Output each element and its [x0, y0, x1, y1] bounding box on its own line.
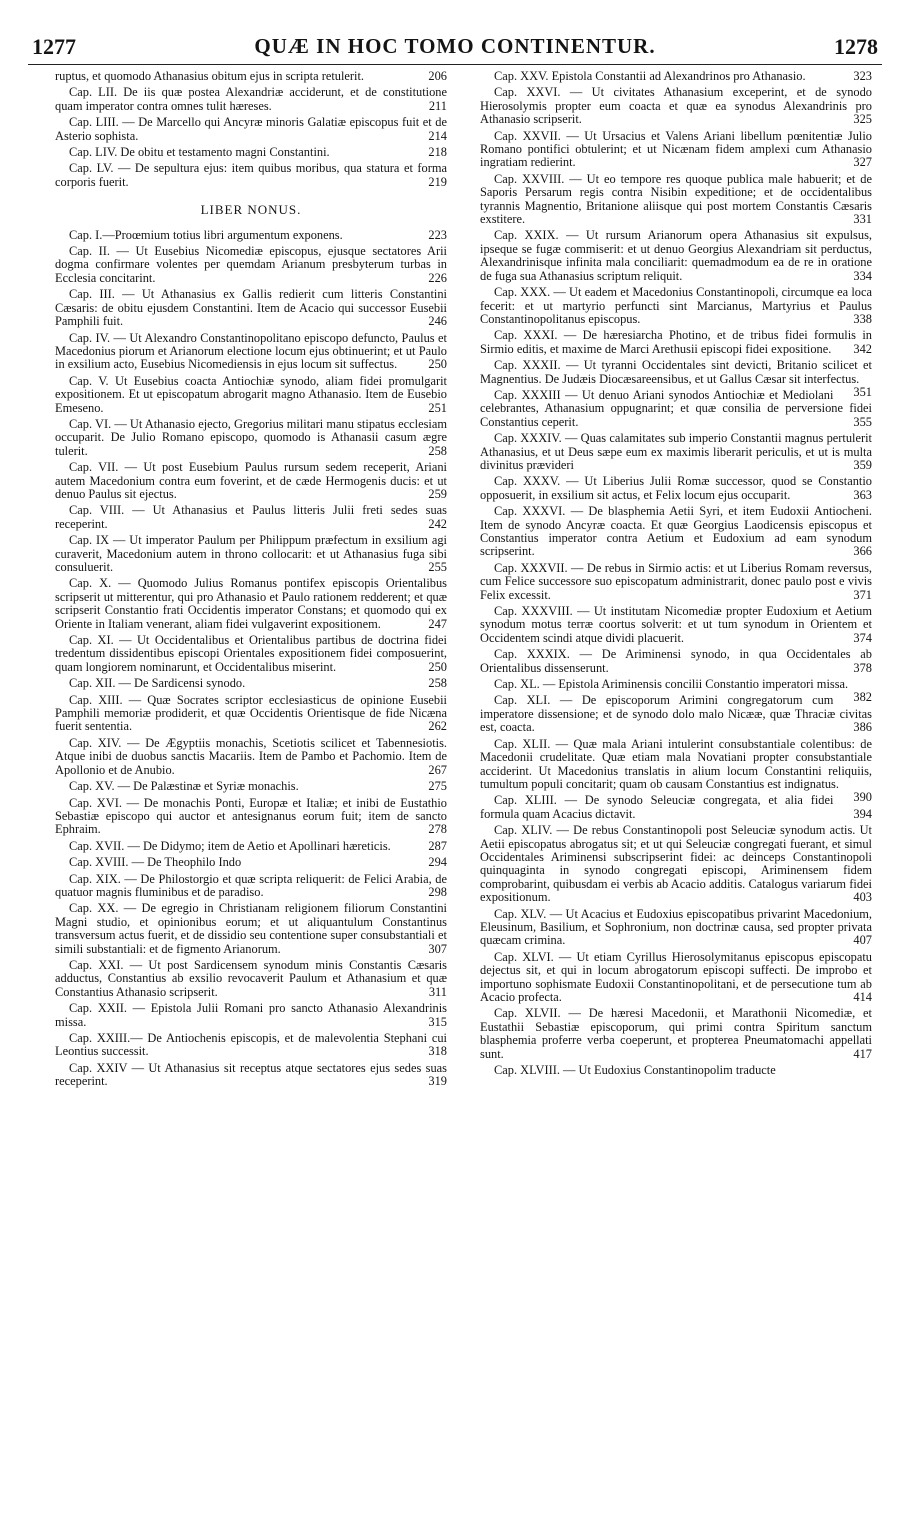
entry-text: Cap. VIII. — Ut Athanasius et Paulus litteris Julii freti sedes suas receperint.	[55, 503, 447, 531]
entry-page-number: 378	[853, 660, 872, 675]
entry-page-number: 251	[428, 400, 447, 415]
left-pre-entries	[55, 70, 447, 189]
toc-entry	[55, 856, 447, 869]
entry-page-number: 334	[853, 268, 872, 283]
entry-text: Cap. LII. De iis quæ postea Alexandriæ acciderunt, et de constitutione quam imperator contra omnes tulit hæreses.	[55, 85, 447, 113]
entry-text: Cap. XXX. — Ut eadem et Macedonius Constantinopoli, circumque ea loca fecerit: et ut martyrio perfuncti sint Marcianus, Martyrius et Paulus Constantinopolitanus episcopus.	[480, 285, 872, 326]
entry-page-number: 250	[428, 659, 447, 674]
entry-text: Cap. XXXVII. — De rebus in Sirmio actis: et ut Liberius Romam reversus, cum Felice successore suo episcopatum administrarit, donec paulo post e vivis Felix excessit.	[480, 560, 872, 602]
toc-entry	[55, 677, 447, 690]
toc-entry	[55, 737, 447, 777]
entry-page-number: 255	[428, 560, 447, 574]
entry-text: Cap. V. Ut Eusebius coacta Antiochiæ synodo, aliam fidei promulgarit expositionem. Et ut episcopatum abrogarit magno Athanasio. Item de Eusebio Emeseno.	[55, 373, 447, 415]
entry-text: Cap. XLVI. — Ut etiam Cyrillus Hierosolymitanus episcopus episcopatu dejectus sit, et qui in locum abrogatorum episcopi suffecti. De improbo et importuno sophismate Eudoxii Constantinopolitani, et de persecutione tum ab Acacio profecta.	[480, 949, 872, 1004]
entry-page-number: 342	[853, 341, 872, 356]
toc-entry	[55, 245, 447, 285]
toc-entry	[55, 534, 447, 574]
entry-text: Cap. IV. — Ut Alexandro Constantinopolitano episcopo defuncto, Paulus et Macedonius piorum et Arianorum electione locum ejus obtinuerint; et ut Paulo in exsilium acto, Eusebius Nicomediensis in ejus locum sit suffectus.	[55, 330, 447, 372]
entry-text: Cap. I.—Proœmium totius libri argumentum exponens.	[69, 227, 343, 242]
toc-entry	[55, 959, 447, 999]
toc-entry	[480, 677, 872, 705]
entry-page-number: 287	[428, 838, 447, 853]
entry-page-number: 403	[853, 890, 872, 905]
left-column	[55, 70, 447, 1092]
entry-text: Cap. XXXI. — De hæresiarcha Photino, et de tribus fidei formulis in Sirmio editis, et maxime de Marci Arethusii episcopi fidei expositione.	[480, 328, 872, 356]
page-header	[28, 34, 882, 64]
entry-text: Cap. XLVII. — De hæresi Macedonii, et Marathonii Nicomediæ, et Eustathii Sebastiæ episcoporum, qui primi contra Spiritum sanctum blasphemia proferre verba coeperunt, et propterea Pneumatomachi appellati sunt.	[480, 1006, 872, 1061]
entry-page-number: 223	[428, 227, 447, 242]
entry-text: Cap. XXIX. — Ut rursum Arianorum opera Athanasius sit expulsus, ipseque se fugæ commiserit: et ut denuo Georgius Alexandriam sit perductus, Alexandrinisque infinita mala conciliarit: quemadmodum ea de re in oratione de fuga sua Athanasius scriptum reliquit.	[480, 228, 872, 283]
entry-text: Cap. XVII. — De Didymo; item de Aetio et Apollinari hæreticis.	[69, 838, 391, 853]
entry-page-number: 315	[428, 1014, 447, 1029]
entry-text: Cap. XXIII.— De Antiochenis episcopis, et de malevolentia Stephani cui Leontius successit.	[55, 1031, 447, 1059]
page-number-right: 1278	[834, 34, 878, 59]
entry-page-number: 250	[428, 357, 447, 372]
entry-page-number: 307	[428, 941, 447, 956]
entry-page-number: 371	[853, 587, 872, 602]
entry-text: Cap. XVI. — De monachis Ponti, Europæ et Italiæ; et inibi de Eustathio Sebastiæ episcopo qui auctor et antesignanus eorum fuit; item de sancto Ephraim.	[55, 795, 447, 837]
toc-entry	[480, 1007, 872, 1061]
header-rule	[28, 64, 882, 65]
entry-page-number: 374	[853, 630, 872, 645]
entry-text: Cap. VI. — Ut Athanasio ejecto, Gregorius militari manu stipatus ecclesiam occuparit. De Julio Romano episcopo, quomodo is Athanasii casum ægre tulerit.	[55, 416, 447, 458]
toc-entry	[55, 504, 447, 531]
entry-text: Cap. XXXII. — Ut tyranni Occidentales sint devicti, Britanio scilicet et Magnentius. De Judæis Diocæsareensibus, et ut Gallus Cæsar sit interfectus.	[480, 358, 872, 386]
toc-entry	[480, 130, 872, 170]
toc-entry	[55, 1002, 447, 1029]
entry-page-number: 366	[853, 544, 872, 559]
entry-page-number: 319	[428, 1074, 447, 1089]
entry-text: Cap. II. — Ut Eusebius Nicomediæ episcopus, ejusque sectatores Arii dogma confirmare volentes per quemdam Arianum presbyterum turbas in Ecclesia concitarint.	[55, 244, 447, 285]
toc-entry	[480, 908, 872, 948]
book-heading: LIBER NONUS.	[200, 202, 302, 218]
entry-page-number: 417	[853, 1046, 872, 1061]
right-column	[480, 70, 872, 1080]
entry-text: Cap. IX — Ut imperator Paulum per Philippum præfectum in exsilium agi curaverit, Macedonium autem in throno collocarit: et ut Athanasius fuga sibi consuluerit.	[55, 533, 447, 574]
toc-entry	[55, 116, 447, 143]
entry-page-number: 247	[428, 616, 447, 631]
entry-text: Cap. LV. — De sepultura ejus: item quibus moribus, qua statura et forma corporis fuerit.	[55, 161, 447, 189]
entry-page-number: 311	[428, 984, 447, 999]
toc-entry	[55, 332, 447, 372]
left-entries	[55, 229, 447, 1089]
entry-page-number: 258	[428, 443, 447, 458]
entry-text: Cap. XV. — De Palæstinæ et Syriæ monachis.	[69, 779, 299, 794]
toc-entry	[55, 577, 447, 631]
entry-text: ruptus, et quomodo Athanasius obitum ejus in scripta retulerit.	[55, 69, 365, 83]
toc-entry	[480, 432, 872, 472]
entry-page-number: 267	[428, 762, 447, 777]
entry-text: Cap. III. — Ut Athanasius ex Gallis redierit cum litteris Constantini Cæsaris: de obitu ejusdem Constantini. Item de Acacio qui successor Eusebii Pamphili fuit.	[55, 287, 447, 329]
entry-page-number: 351	[853, 384, 872, 399]
entry-text: Cap. XXXVI. — De blasphemia Aetii Syri, et item Eudoxii Antiocheni. Item de synodo Ancyræ coacta. Et quæ Georgius Laodicensis episcopus et Constantius imperator contra Aetium et Eudoxium ad eam synodum scripserint.	[480, 504, 872, 559]
entry-page-number: 390	[853, 790, 872, 805]
toc-entry	[55, 146, 447, 159]
toc-entry	[480, 648, 872, 675]
toc-entry	[55, 375, 447, 415]
toc-entry	[480, 951, 872, 1005]
toc-entry	[480, 794, 872, 821]
toc-entry	[480, 173, 872, 227]
entry-text: Cap. XXXIV. — Quas calamitates sub imperio Constantii magnus pertulerit Athanasius, et ut Deus sæpe eum ex maximis liberarit periculis, et ut is multa divinitus prævideri	[480, 431, 872, 472]
entry-text: Cap. XXV. Epistola Constantii ad Alexandrinos pro Athanasio.	[494, 69, 806, 83]
entry-text: Cap. XIII. — Quæ Socrates scriptor ecclesiasticus de opinione Eusebii Pamphili memoriæ prodiderit, et quæ Occidentis Orientisque de fide Nicæna fuerit sententia.	[55, 692, 447, 734]
entry-page-number: 325	[853, 112, 872, 127]
toc-entry	[480, 605, 872, 645]
entry-text: Cap. XLIII. — De synodo Seleuciæ congregata, et alia fidei formula quam Acacius dictavit.	[480, 793, 834, 821]
toc-entry	[55, 797, 447, 837]
entry-text: Cap. XI. — Ut Occidentalibus et Orientalibus partibus de doctrina fidei tredentum dissidentibus episcopi Orientales expositionem fidei composuerint, quam longiorem nominarunt, et Occidentalibus miserint.	[55, 633, 447, 674]
entry-page-number: 363	[853, 487, 872, 502]
entry-page-number: 242	[428, 516, 447, 531]
entry-text: Cap. XXXIX. — De Ariminensi synodo, in qua Occidentales ab Orientalibus dissenserunt.	[480, 647, 872, 675]
entry-text: Cap. XVIII. — De Theophilo Indo	[69, 855, 242, 870]
toc-entry	[480, 1064, 872, 1077]
toc-entry	[480, 505, 872, 559]
right-entries	[480, 70, 872, 1077]
entry-text: Cap. XXVIII. — Ut eo tempore res quoque publica male habuerit; et de Saporis Persarum regis contra Nisibin expeditione; et de occidentalibus tyrannis Magnentio, Britanione aliisque qui post mortem Constantis Cæsaris exstitere.	[480, 171, 872, 227]
toc-entry	[480, 286, 872, 326]
entry-text: Cap. XXXVIII. — Ut institutam Nicomediæ propter Eudoxium et Aetium synodum motus terræ coortus solverit: et ut tum synodum in Orientem et Occidentem scindi atque dividi placuerit.	[480, 604, 872, 645]
entry-page-number: 211	[428, 98, 447, 113]
entry-page-number: 246	[428, 314, 447, 329]
entry-page-number: 386	[853, 720, 872, 735]
toc-entry	[55, 86, 447, 113]
running-title: QUÆ IN HOC TOMO CONTINENTUR.	[254, 34, 656, 58]
toc-entry	[55, 694, 447, 734]
toc-entry	[55, 162, 447, 189]
entry-text: Cap. XXVII. — Ut Ursacius et Valens Ariani libellum pœnitentiæ Julio Romano pontifici obtulerint; et ut Nicænam fidem amplexi cum Athanasio ingratiam redierint.	[480, 128, 872, 170]
entry-page-number: 262	[428, 719, 447, 734]
entry-text: Cap. XLV. — Ut Acacius et Eudoxius episcopatibus privarint Macedonium, Eleusinum, Basilium, et Sophronium, non doctrinæ causa, sed propter privata quæcam crimina.	[480, 906, 872, 948]
entry-page-number: 294	[428, 855, 447, 870]
entry-page-number: 355	[853, 414, 872, 429]
entry-page-number: 331	[853, 212, 872, 227]
toc-entry	[480, 736, 872, 805]
entry-page-number: 214	[428, 128, 447, 143]
entry-text: Cap. XXVI. — Ut civitates Athanasium exceperint, et de synodo Hierosolymis propter eum coacta et quæ ea synodus Alexandrinis pro Athanasio scripserit.	[480, 85, 872, 127]
entry-page-number: 318	[428, 1044, 447, 1059]
toc-entry	[55, 1032, 447, 1059]
entry-text: Cap. XXIV — Ut Athanasius sit receptus atque sectatores ejus sedes suas receperint.	[55, 1060, 447, 1089]
entry-text: Cap. XIV. — De Ægyptiis monachis, Scetiotis scilicet et Tabennesiotis. Atque inibi de duobus sanctis Macariis. Item de Pambo et Pachomio. Item de Apollonio et de Anubio.	[55, 735, 447, 777]
entry-text: Cap. XLI. — De episcoporum Arimini congregatorum cum imperatore dissensione; et de synodo dolo malo Nicææ, quæ Thraciæ civitas est, coacta.	[480, 693, 872, 735]
entry-page-number: 298	[428, 884, 447, 899]
toc-entry	[55, 229, 447, 242]
toc-entry	[55, 780, 447, 793]
entry-page-number: 206	[428, 69, 447, 83]
entry-page-number: 359	[853, 457, 872, 472]
entry-page-number: 258	[428, 676, 447, 691]
entry-text: Cap. LIII. — De Marcello qui Ancyræ minoris Galatiæ episcopus fuit et de Asterio sophista.	[55, 115, 447, 143]
entry-page-number: 219	[428, 174, 447, 189]
entry-page-number: 278	[428, 822, 447, 837]
toc-entry	[55, 461, 447, 501]
entry-page-number: 407	[853, 933, 872, 948]
toc-entry	[55, 1062, 447, 1089]
entry-text: Cap. XXXIII — Ut denuo Ariani synodos Antiochiæ et Mediolani celebrantes, Athanasium oppugnarint; et quæ consilia de perversione fidei Constantius ceperit.	[480, 387, 872, 429]
toc-entry	[55, 634, 447, 674]
entry-text: Cap. XXI. — Ut post Sardicensem synodum minis Constantis Cæsaris adductus, Constantius ab exsilio revocaverit Paulum et Athanasium et quæ Constantius Athanasio scripserit.	[55, 957, 447, 999]
entry-page-number: 338	[853, 311, 872, 326]
toc-entry	[55, 840, 447, 853]
toc-entry	[480, 70, 872, 83]
entry-text: Cap. XX. — De egregio in Christianam religionem filiorum Constantini Magni studio, et opinionibus eorum; et ut aliquantulum Constantinus transversum actus fuerit, et de dissidio seu contentione super consubstantiali et simili substantiali: et de figmento Arianorum.	[55, 901, 447, 956]
entry-text: Cap. LIV. De obitu et testamento magni Constantini.	[69, 145, 330, 160]
entry-text: Cap. XL. — Epistola Ariminensis concilii Constantio imperatori missa.	[494, 677, 849, 692]
entry-page-number: 327	[853, 155, 872, 170]
entry-page-number: 275	[428, 779, 447, 794]
entry-text: Cap. XII. — De Sardicensi synodo.	[69, 676, 246, 691]
entry-page-number: 259	[428, 486, 447, 501]
toc-entry	[480, 475, 872, 502]
toc-entry	[55, 70, 447, 83]
entry-text: Cap. VII. — Ut post Eusebium Paulus rursum sedem receperit, Ariani autem Macedonium contra eum foverint, et de cæde Hermogenis ducis: et ut denuo Paulus sit ejectus.	[55, 460, 447, 501]
toc-entry	[55, 418, 447, 458]
toc-entry	[55, 902, 447, 956]
entry-text: Cap. X. — Quomodo Julius Romanus pontifex episcopis Orientalibus scripserit ut mitterentur, qui pro Athanasio et Paulo rationem redderent; et quæ scripserit Constantio frati Occidentis imperator Constans; et quomodo qui ex Oriente in Italiam venerant, aliam fidei vulgaverint expositionem.	[55, 576, 447, 631]
entry-page-number: 382	[853, 690, 872, 705]
entry-text: Cap. XLVIII. — Ut Eudoxius Constantinopolim traducte	[494, 1063, 776, 1078]
entry-text: Cap. XXII. — Epistola Julii Romani pro sancto Athanasio Alexandrinis missa.	[55, 1001, 447, 1029]
toc-entry	[480, 562, 872, 602]
entry-text: Cap. XLIV. — De rebus Constantinopoli post Seleuciæ synodum actis. Ut Aetii episcopatus abrogatus sit; et ut qui Seleuciæ congregati fuerant, et simul Occidentales Ariminensi subscripserint fidei: ac deinceps Constantinopoli quinquaginta in synodo congregati episcopi, Ariminensem fidem comprobarint, quibusdam ei verbis ab Acacio additis. Catalogus variarum fidei expositionum.	[480, 823, 872, 905]
toc-entry	[480, 694, 872, 734]
page-number-left: 1277	[32, 34, 76, 59]
toc-entry	[480, 86, 872, 126]
toc-entry	[55, 873, 447, 900]
toc-entry	[480, 824, 872, 904]
entry-page-number: 394	[853, 806, 872, 821]
toc-entry	[480, 389, 872, 429]
entry-page-number: 414	[853, 990, 872, 1004]
entry-page-number: 218	[428, 145, 447, 160]
entry-text: Cap. XIX. — De Philostorgio et quæ scripta reliquerit: de Felici Arabia, de quatuor magnis fluminibus et de paradiso.	[55, 871, 447, 899]
entry-text: Cap. XLII. — Quæ mala Ariani intulerint consubstantiale colentibus: de Macedonii crudelitate. Quæ etiam mala Novatiani propter consubstantiale acciderint. Ut Macedonius translatis in alium locum Constantini reliquiis, tumultum populi concitarit; quam ob causam Constantius est indignatus.	[480, 736, 872, 791]
entry-text: Cap. XXXV. — Ut Liberius Julii Romæ successor, quod se Constantio opposuerit, in exsilium sit actus, et Felix locum ejus occuparit.	[480, 474, 872, 502]
toc-entry	[480, 358, 872, 399]
entry-page-number: 226	[428, 270, 447, 285]
toc-entry	[480, 229, 872, 283]
toc-entry	[55, 288, 447, 328]
entry-page-number: 323	[853, 69, 872, 83]
toc-entry	[480, 329, 872, 356]
